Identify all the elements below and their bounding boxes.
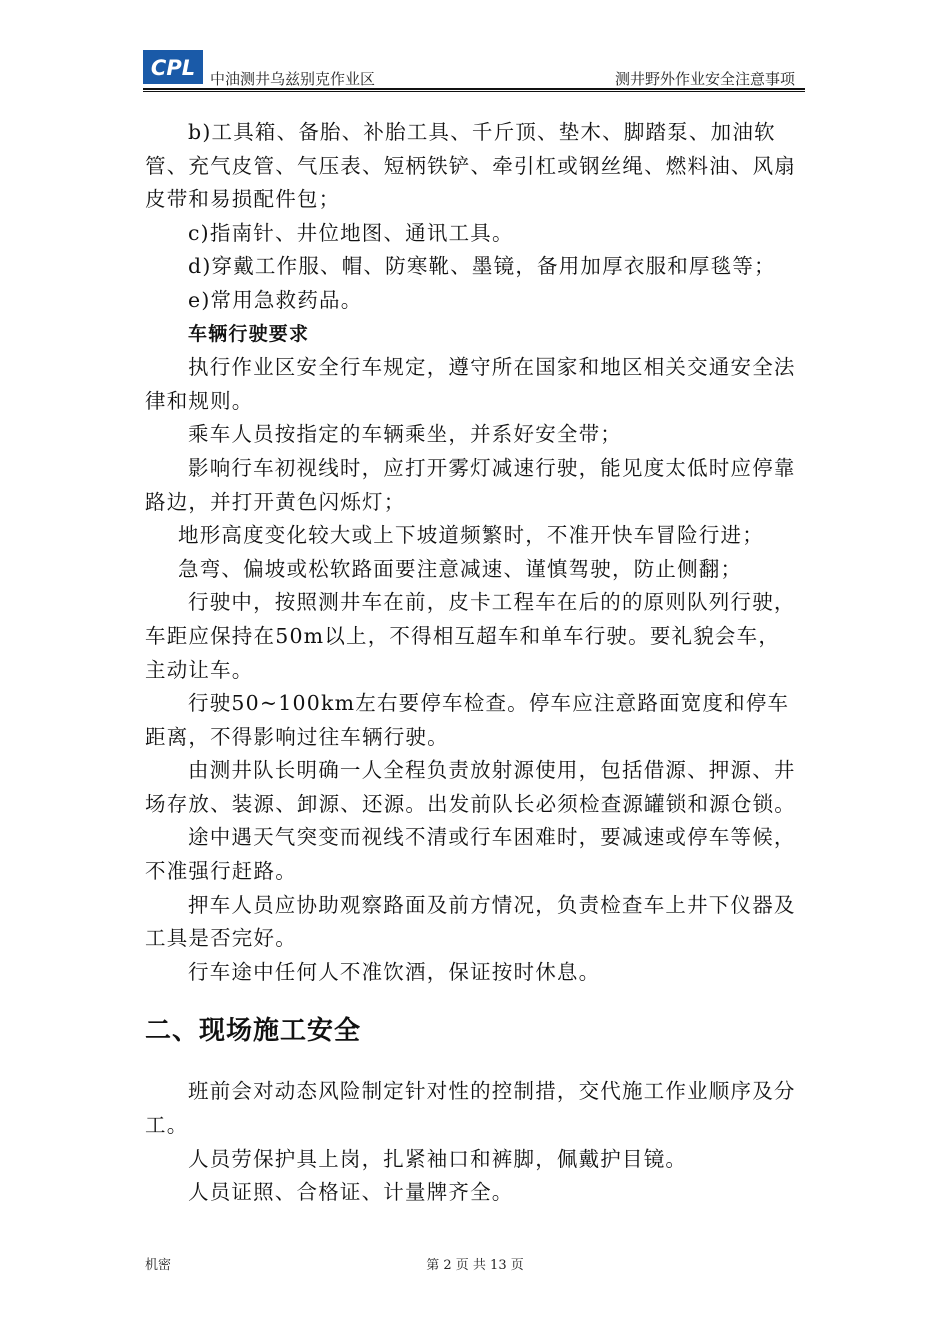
driving-rule: 执行作业区安全行车规定，遵守所在国家和地区相关交通安全法律和规则。 — [145, 355, 796, 413]
driving-rule: 急弯、偏坡或松软路面要注意减速、谨慎驾驶，防止侧翻； — [178, 556, 743, 581]
driving-rule: 地形高度变化较大或上下坡道频繁时，不准开快车冒险行进； — [178, 523, 764, 548]
header-org-name: 中油测井乌兹别克作业区 — [210, 70, 376, 88]
site-rule: 人员劳保护具上岗，扎紧袖口和裤脚，佩戴护目镜。 — [188, 1146, 688, 1171]
item-b: b)工具箱、备胎、补胎工具、千斤顶、垫木、脚踏泵、加油软管、充气皮管、气压表、短柄铁铲、牵引杠或钢丝绳、燃料油、风扇皮带和易损配件包； — [145, 120, 796, 212]
driving-rule: 由测井队长明确一人全程负责放射源使用，包括借源、押源、井场存放、装源、卸源、还源。出发前队长必须检查源罐锁和源仓锁。 — [145, 758, 796, 816]
driving-rule: 行驶50~100km左右要停车检查。停车应注意路面宽度和停车距离，不得影响过往车辆行驶。 — [145, 691, 790, 749]
driving-rule: 途中遇天气突变而视线不清或行车困难时，要减速或停车等候，不准强行赶路。 — [145, 825, 796, 884]
driving-rule: 押车人员应协助观察路面及前方情况，负责检查车上井下仪器及工具是否完好。 — [145, 892, 796, 951]
page-number: 第 2 页 共 13 页 — [426, 1258, 524, 1273]
item-d: d)穿戴工作服、帽、防寒靴、墨镜，备用加厚衣服和厚毯等； — [188, 254, 776, 279]
subheading-driving: 车辆行驶要求 — [188, 322, 310, 345]
driving-rule: 乘车人员按指定的车辆乘坐，并系好安全带； — [188, 422, 622, 447]
item-c: c)指南针、井位地图、通讯工具。 — [188, 220, 514, 245]
logo-text: CPL — [150, 56, 196, 80]
driving-rule: 行驶中，按照测井车在前，皮卡工程车在后的的原则队列行驶，车距应保持在50m以上，不得相互超车和单车行驶。要礼貌会车，主动让车。 — [145, 590, 796, 682]
driving-rule: 行车途中任何人不准饮酒，保证按时休息。 — [188, 959, 601, 984]
header-rule-thin — [143, 91, 805, 92]
site-rule: 人员证照、合格证、计量牌齐全。 — [188, 1180, 514, 1205]
driving-rule: 影响行车初视线时，应打开雾灯减速行驶，能见度太低时应停靠路边，并打开黄色闪烁灯； — [145, 455, 796, 514]
footer-confidential: 机密 — [145, 1258, 172, 1273]
cpl-logo — [143, 50, 203, 84]
header-rule — [143, 88, 805, 90]
item-e: e)常用急救药品。 — [188, 287, 363, 312]
section-heading: 二、现场施工安全 — [145, 1016, 362, 1047]
header-doc-title: 测井野外作业安全注意事项 — [614, 70, 795, 88]
document-body — [145, 116, 797, 1210]
page-header — [143, 46, 805, 92]
site-rule: 班前会对动态风险制定针对性的控制措，交代施工作业顺序及分工。 — [145, 1079, 796, 1138]
